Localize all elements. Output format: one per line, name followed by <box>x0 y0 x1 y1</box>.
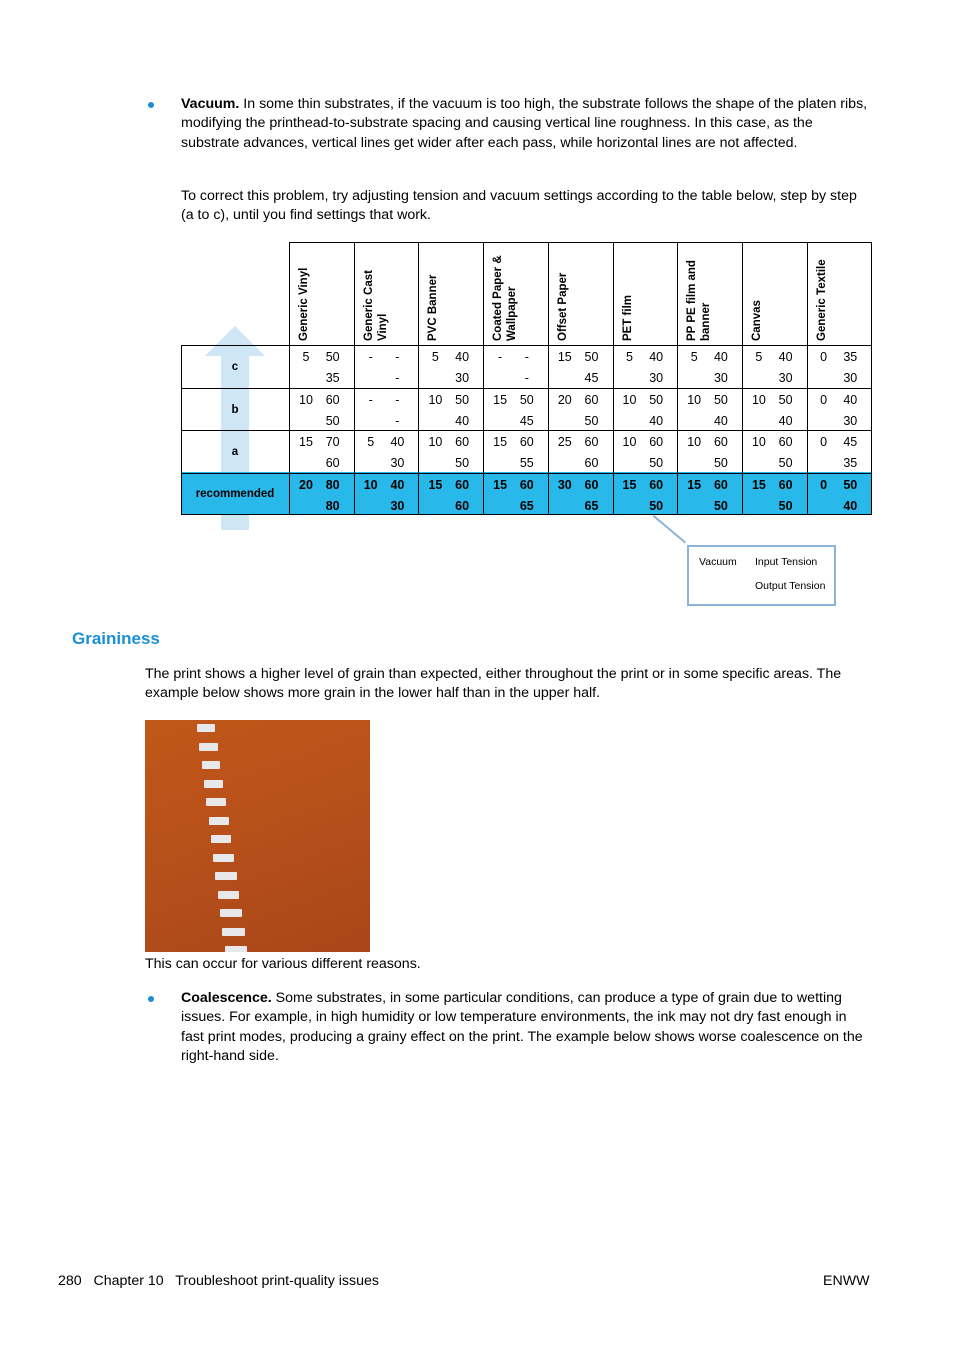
graininess-intro: The print shows a higher level of grain than expected, either throughout the print or in some specific areas. The example below shows more grain in the lower half than in the upper half. <box>145 666 842 702</box>
sample-dash <box>197 724 215 732</box>
input-tension-value: 40 <box>778 350 793 364</box>
input-tension-value: 80 <box>325 477 340 492</box>
input-tension-value: 60 <box>519 435 534 449</box>
coalescence-paragraph <box>181 989 871 1067</box>
output-tension-value: 80 <box>325 498 340 513</box>
input-tension-value: 60 <box>713 435 728 449</box>
input-tension-value: 40 <box>713 350 728 364</box>
legend-connector <box>653 515 686 544</box>
table-header: Generic Vinyl <box>298 267 310 341</box>
output-tension-value: 30 <box>713 371 728 385</box>
table-row-divider <box>181 388 872 389</box>
table-header: Offset Paper <box>556 272 569 341</box>
input-tension-value: 40 <box>390 477 405 492</box>
output-tension-value: - <box>395 371 400 385</box>
output-tension-value: 40 <box>649 413 664 428</box>
vacuum-value: 10 <box>687 392 702 407</box>
output-tension-value: 30 <box>843 371 858 385</box>
vacuum-value: 10 <box>363 477 378 492</box>
table-row-divider <box>181 430 872 431</box>
table-row-divider <box>181 345 872 346</box>
output-tension-value: 50 <box>713 498 728 513</box>
output-tension-value: 30 <box>390 498 405 513</box>
output-tension-value: 30 <box>390 456 405 470</box>
table-header: Coated Paper & Wallpaper <box>492 255 519 341</box>
table-col-divider <box>483 242 484 515</box>
vacuum-value: 20 <box>557 392 572 407</box>
vacuum-value: 5 <box>755 350 763 364</box>
sample-dash <box>211 835 231 843</box>
legend-input-tension: Input Tension <box>755 556 818 568</box>
bullet-dot <box>148 996 154 1002</box>
vacuum-value: 15 <box>751 477 766 492</box>
input-tension-value: 50 <box>649 392 664 407</box>
table-border-top <box>289 242 872 243</box>
table-col-divider <box>354 242 355 515</box>
vacuum-value: 5 <box>431 350 439 364</box>
vacuum-value: 10 <box>428 392 443 407</box>
output-tension-value: 50 <box>455 456 470 470</box>
input-tension-value: 40 <box>843 392 858 407</box>
input-tension-value: 40 <box>455 350 470 364</box>
table-col-divider <box>742 242 743 515</box>
input-tension-value: - <box>524 350 529 364</box>
output-tension-value: 35 <box>325 371 340 385</box>
output-tension-value: 40 <box>455 413 470 428</box>
output-tension-value: 40 <box>713 413 728 428</box>
table-col-divider <box>289 242 290 515</box>
input-tension-value: 50 <box>843 477 858 492</box>
sample-dash <box>206 798 226 806</box>
input-tension-value: 60 <box>455 477 470 492</box>
legend-vacuum: Vacuum <box>699 556 737 568</box>
output-tension-value: 50 <box>713 456 728 470</box>
vacuum-value: 10 <box>751 392 766 407</box>
sample-dash <box>215 872 236 880</box>
vacuum-value: 0 <box>820 350 828 364</box>
vacuum-value: 5 <box>626 350 633 364</box>
vacuum-paragraph <box>181 95 871 153</box>
input-tension-value: 60 <box>778 477 793 492</box>
input-tension-value: 70 <box>325 435 340 449</box>
row-label: a <box>231 446 239 458</box>
row-label: recommended <box>195 487 275 500</box>
sample-dash <box>222 928 244 936</box>
table-row-divider <box>181 473 872 474</box>
input-tension-value: 50 <box>713 392 728 407</box>
vacuum-value: - <box>368 392 373 407</box>
vacuum-value: 10 <box>622 435 637 449</box>
chapter-title: Chapter 10 Troubleshoot print-quality issues <box>93 1273 379 1289</box>
input-tension-value: 40 <box>649 350 664 364</box>
input-tension-value: - <box>395 350 400 364</box>
output-tension-value: 30 <box>649 371 664 385</box>
sample-dash <box>218 891 240 899</box>
sample-dash <box>202 761 221 769</box>
output-tension-value: 60 <box>325 456 340 470</box>
table-row-divider <box>181 514 872 515</box>
output-tension-value: 40 <box>843 498 858 513</box>
output-tension-value: 30 <box>778 371 793 385</box>
table-col-divider <box>871 242 872 515</box>
input-tension-value: 60 <box>713 477 728 492</box>
vacuum-value: 5 <box>302 350 310 364</box>
vacuum-value: 5 <box>367 435 375 449</box>
vacuum-value: 25 <box>557 435 572 449</box>
output-tension-value: 50 <box>325 413 340 428</box>
output-tension-value: 50 <box>584 413 599 428</box>
vacuum-value: 0 <box>820 477 828 492</box>
output-tension-value: 50 <box>778 456 793 470</box>
output-tension-value: 50 <box>649 498 664 513</box>
table-header: Generic Cast Vinyl <box>362 270 389 341</box>
input-tension-value: 60 <box>584 435 599 449</box>
footer-right: ENWW <box>823 1273 870 1289</box>
vacuum-value: 10 <box>622 392 637 407</box>
vacuum-value: 15 <box>493 435 508 449</box>
input-tension-value: - <box>395 392 400 407</box>
input-tension-value: 60 <box>584 392 599 407</box>
table-col-divider <box>418 242 419 515</box>
input-tension-value: 50 <box>584 350 599 364</box>
output-tension-value: 60 <box>455 498 470 513</box>
row-label: c <box>231 361 239 373</box>
input-tension-value: 50 <box>455 392 470 407</box>
input-tension-value: 60 <box>649 435 664 449</box>
table-header: Generic Textile <box>815 259 828 341</box>
output-tension-value: - <box>524 371 529 385</box>
table-header: PVC Banner <box>427 274 440 341</box>
legend-box <box>687 545 836 606</box>
output-tension-value: 50 <box>778 498 793 513</box>
table-header: PP PE film and banner <box>686 260 713 341</box>
vacuum-value: 15 <box>557 350 572 364</box>
sample-dash <box>225 946 248 952</box>
vacuum-value: 5 <box>690 350 698 364</box>
output-tension-value: 50 <box>649 456 664 470</box>
coalescence-text: Some substrates, in some particular conditions, can produce a type of grain due to wetting issues. For example, in high humidity or low temperature environments, the ink may not dry fast enough in fast print modes, producing a grainy effect on the print. The example below shows worse coalescence on the right-hand side. <box>181 990 863 1065</box>
input-tension-value: 60 <box>649 477 664 492</box>
vacuum-value: 15 <box>428 477 443 492</box>
sample-dash <box>204 780 223 788</box>
output-tension-value: 65 <box>519 498 534 513</box>
sample-dash <box>209 817 229 825</box>
vacuum-value: - <box>498 350 503 364</box>
vacuum-value: 10 <box>751 435 766 449</box>
input-tension-value: 60 <box>778 435 793 449</box>
input-tension-value: 40 <box>390 435 405 449</box>
vacuum-value: 30 <box>557 477 572 492</box>
table-col-divider <box>613 242 614 515</box>
row-label: b <box>231 403 239 416</box>
bullet-dot <box>148 102 154 108</box>
vacuum-value: 15 <box>299 435 313 449</box>
vacuum-value: 15 <box>493 477 508 492</box>
legend-output-tension: Output Tension <box>755 580 826 592</box>
vacuum-followup: To correct this problem, try adjusting tension and vacuum settings according to the table below, step by step (a to c), until you find settings that work. <box>181 188 857 224</box>
input-tension-value: 50 <box>325 350 340 364</box>
vacuum-value: 10 <box>687 435 702 449</box>
graininess-after-image: This can occur for various different reasons. <box>145 956 421 972</box>
up-arrow-icon <box>205 326 265 356</box>
table-header: PET film <box>621 294 634 341</box>
section-heading: Graininess <box>72 629 160 648</box>
graininess-sample-image <box>145 720 370 952</box>
sample-dash <box>213 854 234 862</box>
sample-dash <box>220 909 242 917</box>
input-tension-value: 35 <box>843 350 858 364</box>
vacuum-value: 15 <box>622 477 637 492</box>
vacuum-value: 10 <box>428 435 443 449</box>
table-col-divider <box>677 242 678 515</box>
output-tension-value: 30 <box>843 413 858 428</box>
table-header: Canvas <box>750 300 763 341</box>
vacuum-term: Vacuum. <box>181 96 240 112</box>
vacuum-value: - <box>368 350 373 364</box>
output-tension-value: 35 <box>843 456 858 470</box>
vacuum-value: 20 <box>299 477 313 492</box>
page-number: 280 <box>58 1273 82 1289</box>
input-tension-value: 60 <box>455 435 470 449</box>
input-tension-value: 50 <box>519 392 534 407</box>
output-tension-value: 30 <box>455 371 470 385</box>
output-tension-value: 45 <box>584 371 599 385</box>
vacuum-value: 0 <box>820 392 828 407</box>
vacuum-value: 0 <box>820 435 828 449</box>
sample-dash <box>199 743 217 751</box>
input-tension-value: 50 <box>778 392 793 407</box>
vacuum-value: 15 <box>687 477 702 492</box>
vacuum-text: In some thin substrates, if the vacuum is too high, the substrate follows the shape of the platen ribs, modifying the printhead-to-substrate spacing and causing vertical line roughness. In this case, as the substrate advances, vertical lines get wider after each pass, while horizontal lines are not affected. <box>181 96 868 151</box>
output-tension-value: 65 <box>584 498 599 513</box>
input-tension-value: 60 <box>519 477 534 492</box>
vacuum-value: 10 <box>299 392 313 407</box>
input-tension-value: 60 <box>325 392 340 407</box>
table-col-divider <box>807 242 808 515</box>
settings-table <box>181 242 872 515</box>
output-tension-value: 40 <box>778 413 793 428</box>
footer-left <box>58 1272 379 1291</box>
input-tension-value: 45 <box>843 435 858 449</box>
output-tension-value: 45 <box>519 413 534 428</box>
input-tension-value: 60 <box>584 477 599 492</box>
output-tension-value: 55 <box>519 456 534 470</box>
vacuum-value: 15 <box>493 392 508 407</box>
output-tension-value: 60 <box>584 456 599 470</box>
output-tension-value: - <box>395 413 400 428</box>
coalescence-term: Coalescence. <box>181 990 272 1006</box>
table-col-divider <box>548 242 549 515</box>
